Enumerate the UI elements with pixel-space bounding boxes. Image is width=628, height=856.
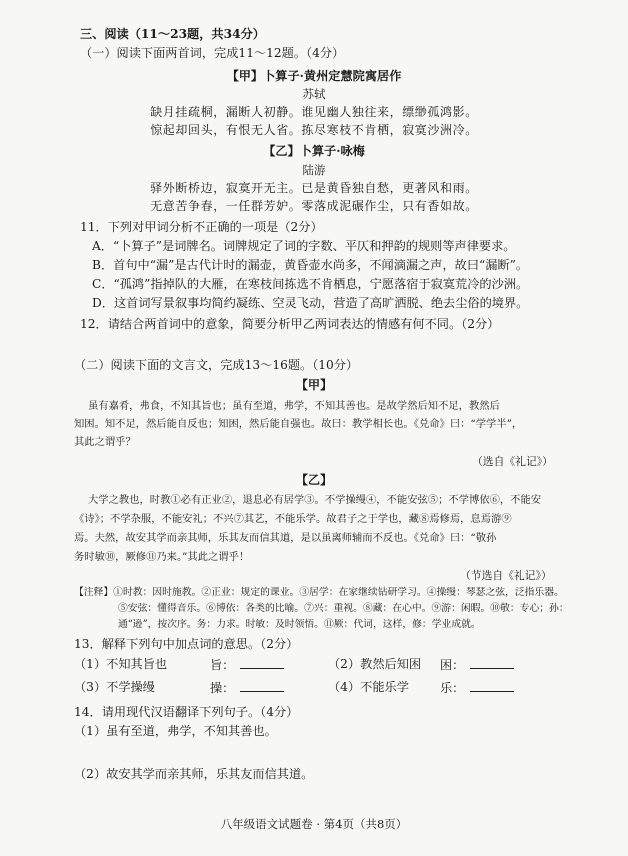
text-b-source: （节选自《礼记》） (460, 569, 552, 582)
section-heading: 三、阅读（11～23题，共34分） (80, 27, 265, 41)
q13-item-3-word: 操： (210, 679, 284, 696)
text-a-line: 其此之谓乎？ (74, 436, 136, 448)
text-a-line: 虽有嘉肴，弗食，不知其旨也；虽有至道，弗学，不知其善也。是故学然后知不足，教然后 (88, 400, 500, 412)
q13-item-1-word: 旨： (210, 656, 284, 673)
poem-a-author: 苏轼 (302, 87, 326, 101)
poem-b-title: 【乙】卜算子·咏梅 (263, 144, 365, 158)
q13-item-4-word: 乐： (440, 679, 514, 696)
q13-item-4-sentence: （4）不能乐学 (328, 680, 409, 694)
text-b-label: 【乙】 (295, 473, 333, 487)
answer-blank[interactable] (470, 679, 514, 692)
q11-option-c: C．“孤鸿”指掉队的大雁，在寒枝间拣选不肯栖息，宁愿落宿于寂寞荒冷的沙洲。 (92, 277, 529, 291)
q14-answer-area-1[interactable] (70, 745, 590, 746)
q14-item-1: （1）虽有至道，弗学，不知其善也。 (74, 724, 277, 738)
q13-stem: 13．解释下列句中加点词的意思。（2分） (74, 637, 299, 651)
poem-a-title: 【甲】卜算子·黄州定慧院寓居作 (226, 69, 402, 83)
q11-option-d: D．这首词写景叙事均简约凝练、空灵飞动，营造了高旷洒脱、绝去尘俗的境界。 (92, 296, 529, 310)
poem-b-author: 陆游 (302, 163, 326, 177)
q14-stem: 14．请用现代汉语翻译下列句子。（4分） (74, 705, 299, 719)
q13-item-2-word: 困： (440, 656, 514, 673)
poem-b-line: 无意苦争春，一任群芳妒。零落成泥碾作尘，只有香如故。 (150, 199, 478, 213)
q14-answer-area-2[interactable] (70, 790, 590, 791)
text-b-line: 务时敏⑩，厥修⑪乃来。”其此之谓乎！ (74, 551, 250, 563)
q11-stem: 11．下列对甲词分析不正确的一项是（2分） (80, 220, 323, 234)
q13-item-3-sentence: （3）不学操缦 (74, 680, 155, 694)
text-b-line: 《诗》；不学杂服，不能安礼；不兴⑦其艺，不能乐学。故君子之于学也，藏⑧焉修焉，息焉游⑨ (74, 513, 512, 525)
answer-blank[interactable] (240, 656, 284, 669)
text-b-line: 大学之教也，时教①必有正业②，退息必有居学③。不学操缦④，不能安弦⑤；不学博依⑥，不能安 (88, 494, 542, 506)
part1-instruction: （一）阅读下面两首词，完成11～12题。（4分） (80, 46, 345, 60)
text-a-label: 【甲】 (295, 378, 333, 392)
text-a-source: （选自《礼记》） (472, 455, 553, 468)
annotation-line: 【注释】①时教：因时施教。②正业：规定的课业。③居学：在家继续钻研学习。④操缦：琴瑟之弦，泛指乐器。 (74, 587, 564, 598)
poem-a-line: 缺月挂疏桐，漏断人初静。谁见幽人独往来，缥缈孤鸿影。 (150, 105, 478, 119)
part2-instruction: （二）阅读下面的文言文，完成13～16题。（10分） (74, 358, 359, 372)
poem-b-line: 驿外断桥边，寂寞开无主。已是黄昏独自愁，更著风和雨。 (150, 181, 478, 195)
q13-item-1-sentence: （1）不知其旨也 (74, 657, 168, 671)
text-a-line: 知困。知不足，然后能自反也；知困，然后能自强也。故曰：教学相长也。《兑命》曰：“学学半”， (74, 418, 523, 430)
answer-blank[interactable] (240, 679, 284, 692)
poem-a-line: 惊起却回头，有恨无人省。拣尽寒枝不肯栖，寂寞沙洲冷。 (150, 123, 478, 137)
q12-stem: 12．请结合两首词中的意象，简要分析甲乙两词表达的情感有何不同。（2分） (80, 317, 500, 331)
q11-option-a: A．“卜算子”是词牌名。词牌规定了词的字数、平仄和押韵的规则等声律要求。 (92, 239, 516, 253)
answer-blank[interactable] (470, 656, 514, 669)
annotation-line: 通“逊”，按次序。务：力求。时敏：及时领悟。⑪厥：代词，这样，修：学业成就。 (118, 619, 481, 630)
text-b-line: 焉。夫然，故安其学而亲其师，乐其友而信其道，是以虽离师辅而不反也。《兑命》曰：“敬孙 (74, 532, 497, 544)
page-footer: 八年级语文试题卷 · 第4页（共8页） (220, 817, 408, 831)
annotation-line: ⑤安弦：懂得音乐。⑥博依：各类的比喻。⑦兴：重视。⑧藏：在心中。⑨游：闲暇。⑩敬：专心；孙： (118, 603, 569, 614)
q13-item-2-sentence: （2）教然后知困 (328, 657, 422, 671)
q14-item-2: （2）故安其学而亲其师，乐其友而信其道。 (74, 767, 314, 781)
q11-option-b: B．首句中“漏”是古代计时的漏壶，黄昏壶水尚多，不闻滴漏之声，故曰“漏断”。 (92, 258, 529, 272)
